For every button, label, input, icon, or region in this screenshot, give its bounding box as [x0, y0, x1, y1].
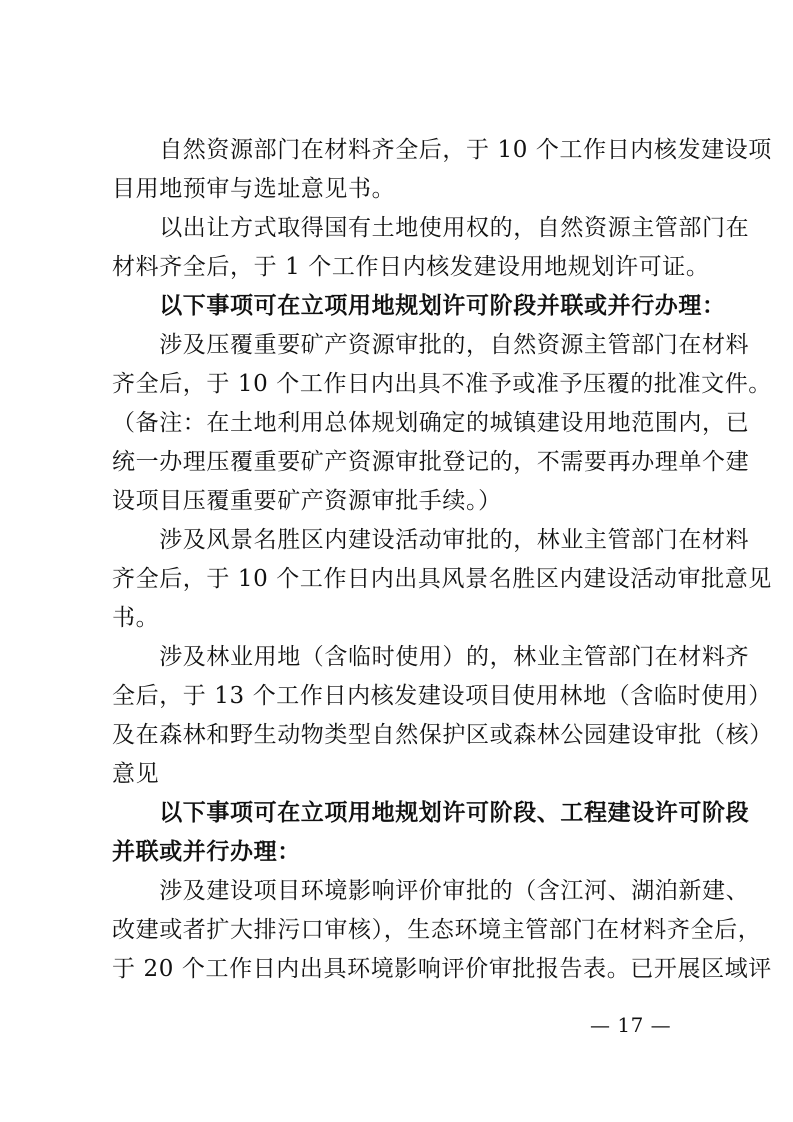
page-number: — 17 — — [590, 1013, 672, 1037]
paragraph-5-line-1: 涉及林业用地（含临时使用）的，林业主管部门在材料齐 — [112, 644, 750, 670]
paragraph-3-line-1: 涉及压覆重要矿产资源审批的，自然资源主管部门在材料 — [112, 332, 750, 358]
paragraph-2-line-2: 材料齐全后，于 1 个工作日内核发建设用地规划许可证。 — [112, 254, 710, 280]
paragraph-3-line-3: （备注：在土地利用总体规划确定的城镇建设用地范围内，已 — [112, 410, 750, 436]
paragraph-4-line-1: 涉及风景名胜区内建设活动审批的，林业主管部门在材料 — [112, 527, 750, 553]
paragraph-3-line-4: 统一办理压覆重要矿产资源审批登记的，不需要再办理单个建 — [112, 449, 750, 475]
paragraph-4-line-3: 书。 — [112, 605, 160, 631]
paragraph-4-line-2: 齐全后，于 10 个工作日内出具风景名胜区内建设活动审批意见 — [112, 566, 772, 592]
bold-heading-1: 以下事项可在立项用地规划许可阶段并联或并行办理： — [112, 292, 726, 319]
paragraph-5-line-4: 意见 — [112, 761, 160, 787]
paragraph-6-line-2: 改建或者扩大排污口审核），生态环境主管部门在材料齐全后， — [112, 917, 762, 943]
paragraph-1-line-1: 自然资源部门在材料齐全后，于 10 个工作日内核发建设项 — [112, 137, 772, 163]
paragraph-5-line-3: 及在森林和野生动物类型自然保护区或森林公园建设审批（核） — [112, 722, 773, 748]
paragraph-6-line-1: 涉及建设项目环境影响评价审批的（含江河、湖泊新建、 — [112, 878, 750, 904]
paragraph-6-line-3: 于 20 个工作日内出具环境影响评价审批报告表。已开展区域评 — [112, 956, 772, 982]
paragraph-2-line-1: 以出让方式取得国有土地使用权的，自然资源主管部门在 — [112, 215, 750, 241]
paragraph-1-line-2: 目用地预审与选址意见书。 — [112, 176, 396, 202]
bold-heading-2-line-2: 并联或并行办理： — [112, 838, 301, 865]
paragraph-3-line-2: 齐全后，于 10 个工作日内出具不准予或准予压覆的批准文件。 — [112, 371, 772, 397]
paragraph-3-line-5: 设项目压覆重要矿产资源审批手续。） — [112, 488, 502, 514]
bold-heading-2-line-1: 以下事项可在立项用地规划许可阶段、工程建设许可阶段 — [112, 799, 750, 826]
paragraph-5-line-2: 全后，于 13 个工作日内核发建设项目使用林地（含临时使用） — [112, 683, 772, 709]
